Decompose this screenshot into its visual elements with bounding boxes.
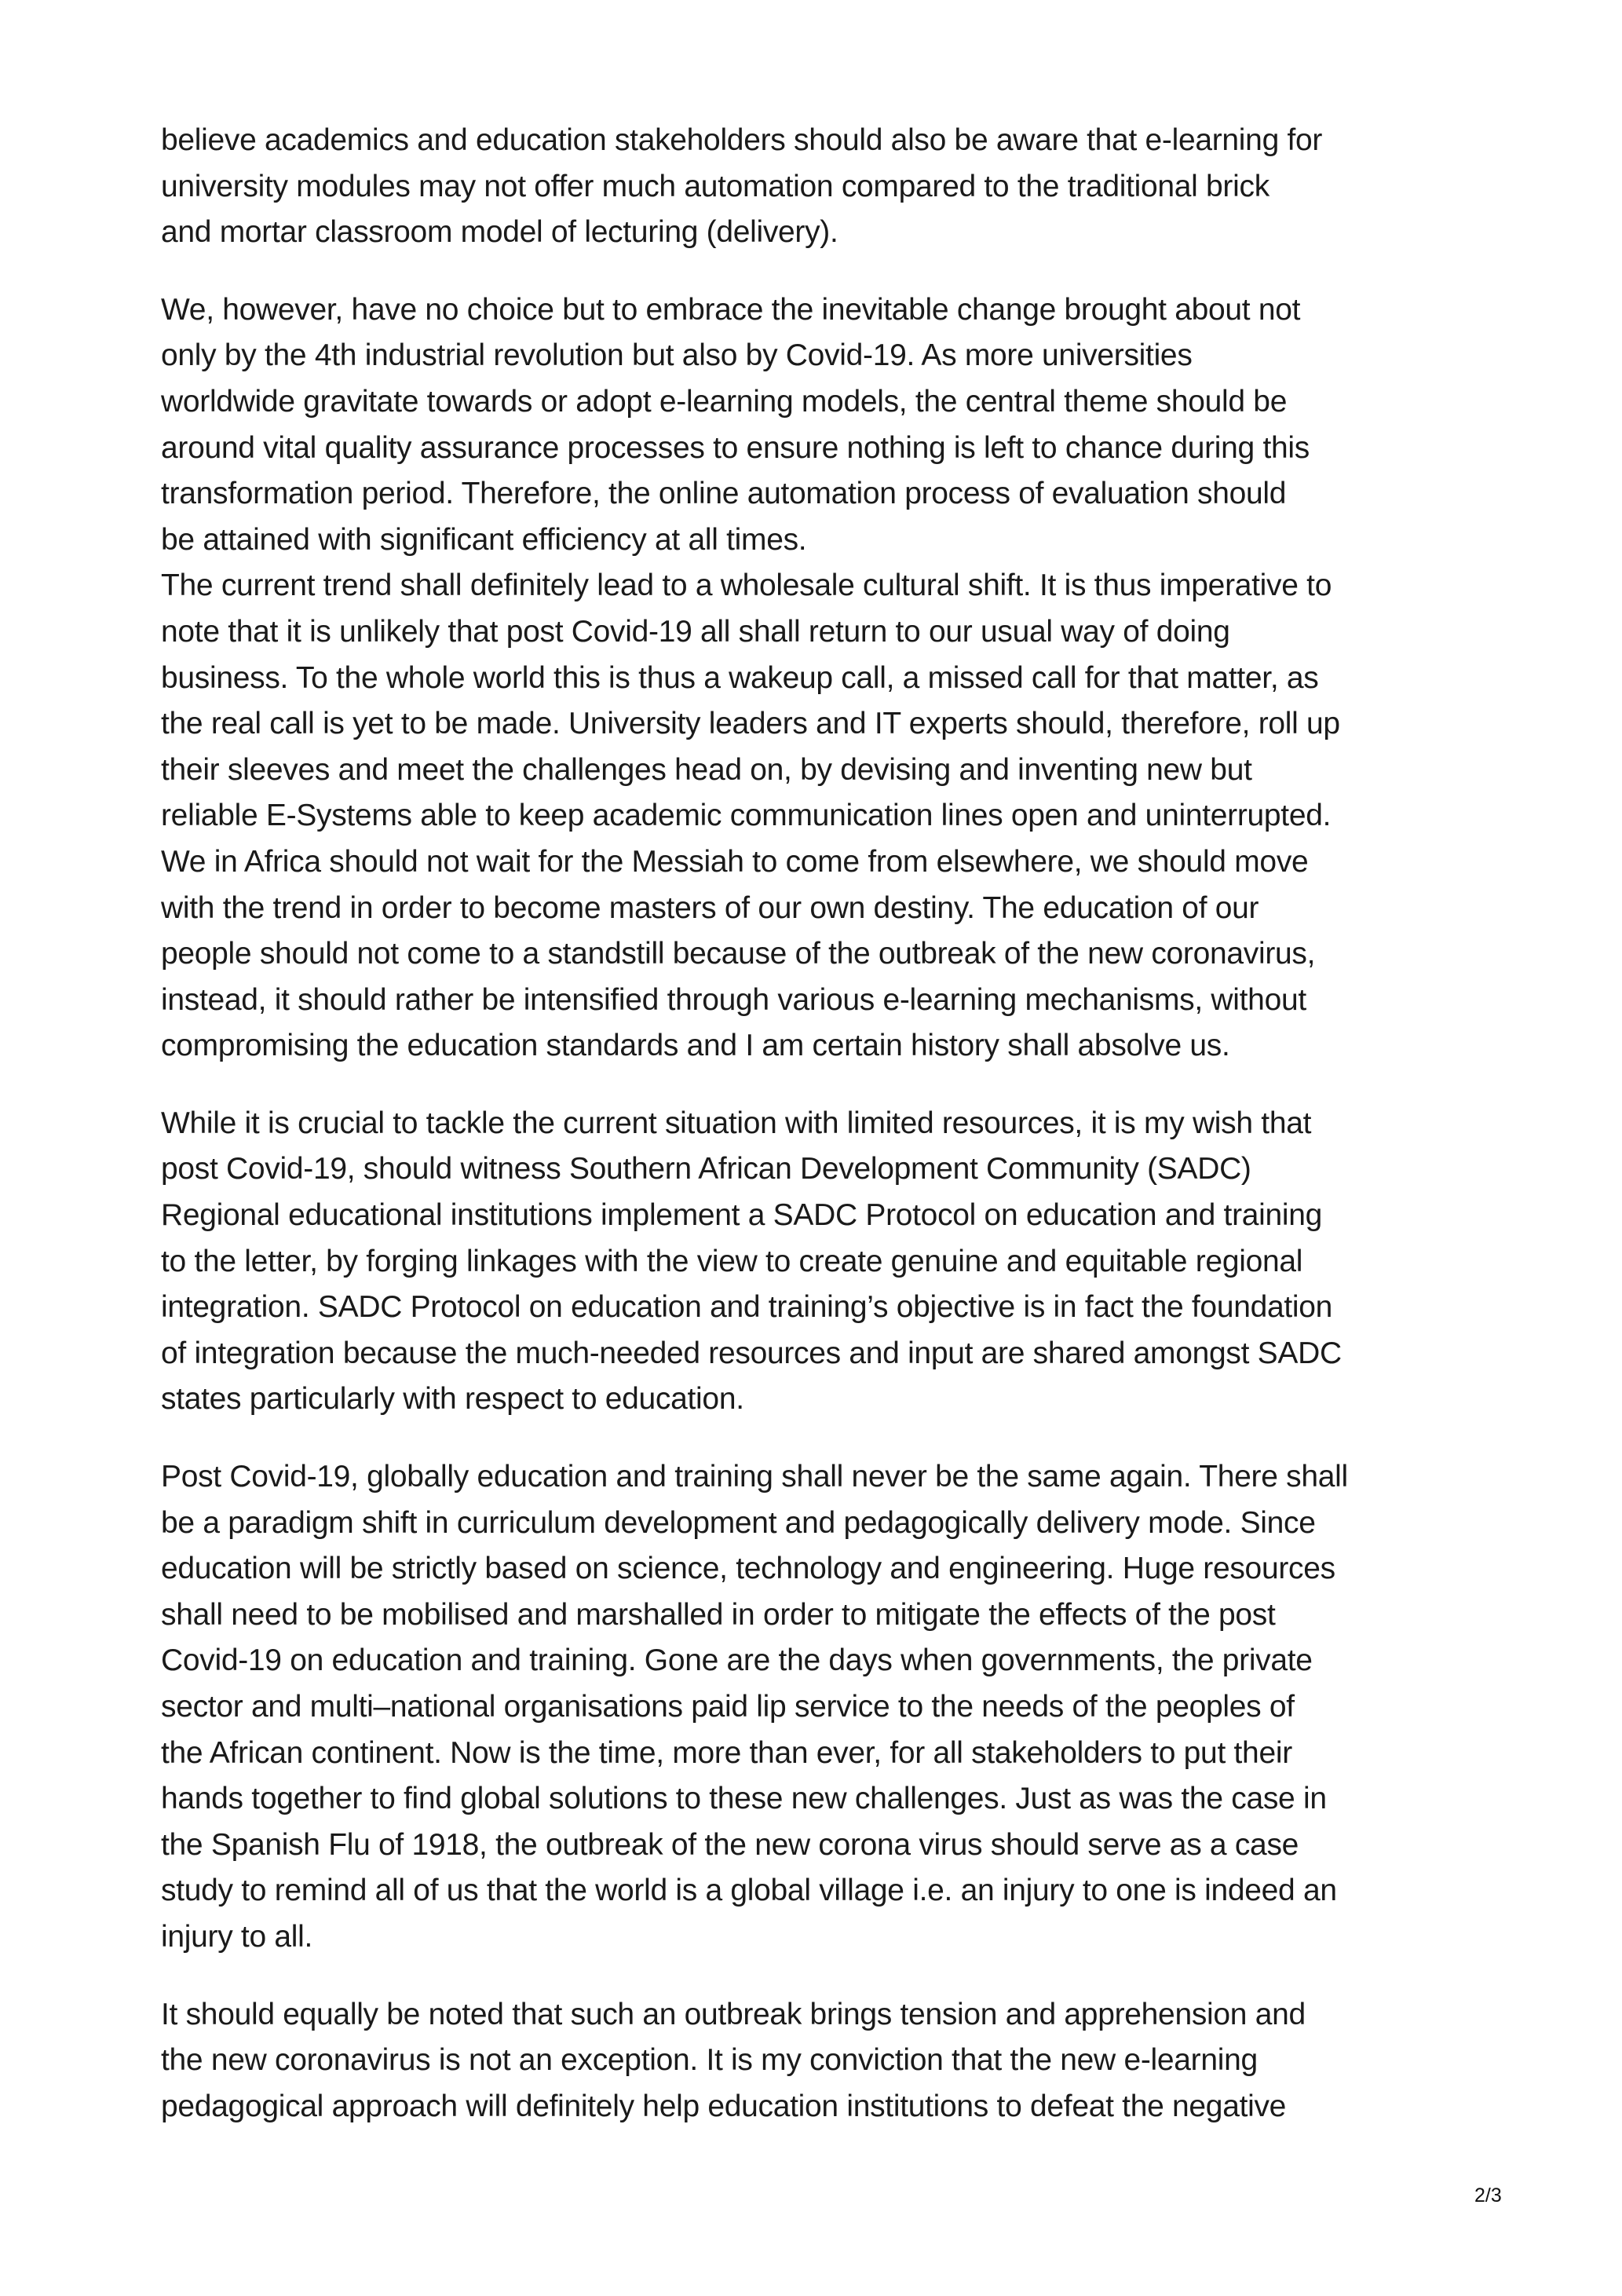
text-line: compromising the education standards and I am certain history shall absolve us. xyxy=(161,1029,1230,1063)
text-line: note that it is unlikely that post Covid-19 all shall return to our usual way of doing xyxy=(161,614,1230,649)
text-line: The current trend shall definitely lead to a wholesale cultural shift. It is thus imperative to xyxy=(161,569,1332,603)
paragraph xyxy=(161,1454,1480,1961)
text-line: While it is crucial to tackle the current situation with limited resources, it is my wish that xyxy=(161,1106,1312,1140)
text-line: transformation period. Therefore, the online automation process of evaluation should xyxy=(161,477,1287,511)
text-line: post Covid-19, should witness Southern African Development Community (SADC) xyxy=(161,1152,1251,1186)
text-line: business. To the whole world this is thus a wakeup call, a missed call for that matter, as xyxy=(161,660,1319,695)
text-line: states particularly with respect to education. xyxy=(161,1382,744,1417)
text-line: education will be strictly based on science, technology and engineering. Huge resources xyxy=(161,1552,1335,1586)
text-line: the real call is yet to be made. University leaders and IT experts should, therefore, roll up xyxy=(161,707,1340,741)
text-line: be attained with significant efficiency at all times. xyxy=(161,522,807,557)
text-line: and mortar classroom model of lecturing (delivery). xyxy=(161,215,838,250)
text-line: pedagogical approach will definitely help education institutions to defeat the negative xyxy=(161,2089,1287,2123)
text-line: Regional educational institutions implement a SADC Protocol on education and training xyxy=(161,1198,1323,1233)
text-line: to the letter, by forging linkages with the view to create genuine and equitable regional xyxy=(161,1244,1303,1278)
text-line: worldwide gravitate towards or adopt e-learning models, the central theme should be xyxy=(161,384,1288,419)
page-number: 2/3 xyxy=(1474,2184,1502,2206)
text-line: Covid-19 on education and training. Gone are the days when governments, the private xyxy=(161,1643,1313,1678)
text-line: shall need to be mobilised and marshalled in order to mitigate the effects of the post xyxy=(161,1597,1276,1632)
paragraph xyxy=(161,1101,1480,1423)
text-line: people should not come to a standstill because of the outbreak of the new coronavirus, xyxy=(161,937,1316,971)
text-line: Post Covid-19, globally education and training shall never be the same again. There shall xyxy=(161,1460,1348,1494)
text-line: of integration because the much-needed resources and input are shared amongst SADC xyxy=(161,1336,1342,1370)
text-line: the Spanish Flu of 1918, the outbreak of the new corona virus should serve as a case xyxy=(161,1827,1299,1862)
paragraph xyxy=(161,287,1480,564)
text-line: be a paradigm shift in curriculum development and pedagogically delivery mode. Since xyxy=(161,1505,1316,1540)
text-line: It should equally be noted that such an outbreak brings tension and apprehension and xyxy=(161,1997,1306,2031)
paragraph xyxy=(161,1992,1480,2130)
text-line: the African continent. Now is the time, more than ever, for all stakeholders to put their xyxy=(161,1735,1292,1770)
paragraph xyxy=(161,563,1480,1069)
paragraph xyxy=(161,118,1480,256)
text-line: We, however, have no choice but to embrace the inevitable change brought about not xyxy=(161,292,1301,327)
text-line: reliable E-Systems able to keep academic communication lines open and uninterrupted. xyxy=(161,799,1332,833)
text-line: believe academics and education stakeholders should also be aware that e-learning for xyxy=(161,123,1323,157)
text-line: hands together to find global solutions to these new challenges. Just as was the case in xyxy=(161,1782,1327,1816)
text-line: sector and multi–national organisations paid lip service to the needs of the peoples of xyxy=(161,1690,1295,1724)
text-line: university modules may not offer much automation compared to the traditional brick xyxy=(161,169,1269,203)
text-line: their sleeves and meet the challenges head on, by devising and inventing new but xyxy=(161,752,1252,787)
text-line: only by the 4th industrial revolution but also by Covid-19. As more universities xyxy=(161,338,1193,373)
text-line: the new coronavirus is not an exception. It is my conviction that the new e-learning xyxy=(161,2043,1258,2078)
text-line: We in Africa should not wait for the Messiah to come from elsewhere, we should move xyxy=(161,844,1309,879)
document-body xyxy=(161,118,1480,2161)
text-line: injury to all. xyxy=(161,1919,313,1954)
text-line: around vital quality assurance processes to ensure nothing is left to chance during this xyxy=(161,430,1310,465)
text-line: study to remind all of us that the world is a global village i.e. an injury to one is indeed an xyxy=(161,1874,1337,1908)
text-line: integration. SADC Protocol on education and training’s objective is in fact the foundation xyxy=(161,1290,1333,1325)
text-line: instead, it should rather be intensified through various e-learning mechanisms, without xyxy=(161,982,1306,1017)
text-line: with the trend in order to become masters of our own destiny. The education of our xyxy=(161,890,1259,925)
